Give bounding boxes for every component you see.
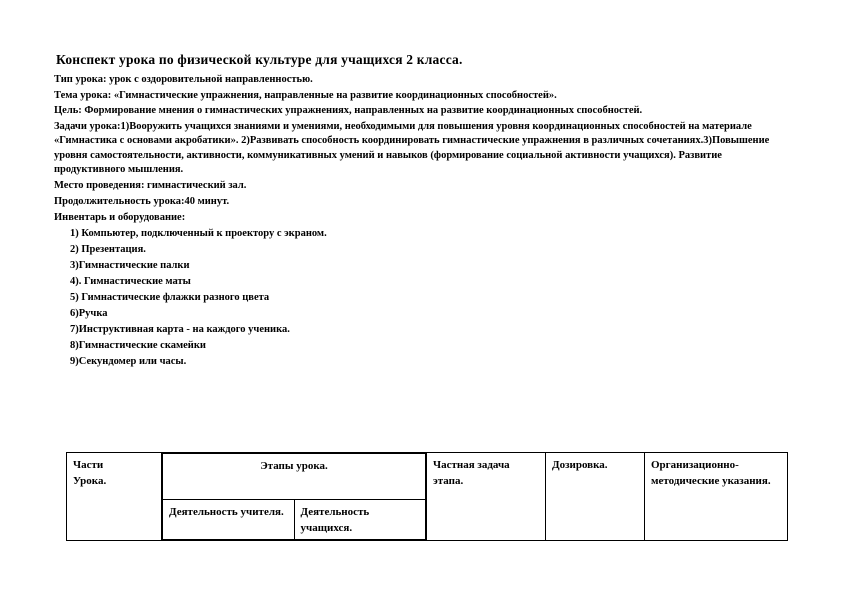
- table-header-pupil-activity: Деятельность учащихся.: [294, 500, 426, 540]
- lesson-goal-line: Цель: Формирование мнения о гимнастических упражнениях, направленных на развитие координационных способностей.: [54, 105, 643, 117]
- inventory-heading: Инвентарь и оборудование:: [54, 211, 186, 223]
- lesson-theme-line: Тема урока: «Гимнастические упражнения, направленные на развитие координационных способностей».: [54, 89, 557, 101]
- lesson-plan-table: [66, 452, 788, 541]
- lesson-tasks-block: Задачи урока:1)Вооружить учащихся знаниями и умениями, необходимыми для повышения уровня координационных способностей на материале «Гимнастика с основами акробатики». 2)Развивать способность координировать гимнастические упражнения в различных сочетаниях.3)Повышение уровня самостоятельности, активности, коммуникативных умений и навыков (формирование социальной активности учащихся). Развитие продуктивного мышления.: [54, 120, 770, 176]
- table-header-stages: Этапы урока.: [163, 454, 426, 500]
- table-header-stage-task: Частная задача этапа.: [427, 453, 546, 541]
- page-title: Конспект урока по физической культуре для учащихся 2 класса.: [56, 52, 463, 67]
- list-item: 9)Секундомер или часы.: [70, 356, 187, 368]
- table-header-method-notes: Организационно-методические указания.: [645, 453, 788, 541]
- table-header-teacher-activity: Деятельность учителя.: [163, 500, 295, 540]
- table-header-parts-line2: Урока.: [73, 474, 107, 487]
- table-header-dosage: Дозировка.: [546, 453, 645, 541]
- lesson-duration-line: Продолжительность урока:40 минут.: [54, 195, 230, 207]
- document-body: [52, 52, 792, 370]
- list-item: 1) Компьютер, подключенный к проектору с экраном.: [70, 228, 327, 240]
- list-item: 2) Презентация.: [70, 244, 146, 256]
- list-item: 8)Гимнастические скамейки: [70, 340, 206, 352]
- list-item: 5) Гимнастические флажки разного цвета: [70, 292, 270, 304]
- inventory-list: [52, 226, 792, 370]
- table-row: [163, 454, 426, 500]
- list-item: 4). Гимнастические маты: [70, 276, 191, 288]
- list-item: 7)Инструктивная карта - на каждого ученика.: [70, 324, 290, 336]
- table-header-stages-group: [162, 453, 427, 541]
- table-header-parts-line1: Части: [73, 459, 104, 471]
- lesson-type-line: Тип урока: урок с оздоровительной направленностью.: [54, 73, 313, 85]
- table-header-parts: [67, 453, 162, 541]
- list-item: 3)Гимнастические палки: [70, 260, 190, 272]
- table-row: [67, 453, 788, 541]
- table-row: [163, 500, 426, 540]
- list-item: 6)Ручка: [70, 308, 108, 320]
- lesson-place-line: Место проведения: гимнастический зал.: [54, 179, 247, 191]
- stages-subtable: [162, 453, 426, 540]
